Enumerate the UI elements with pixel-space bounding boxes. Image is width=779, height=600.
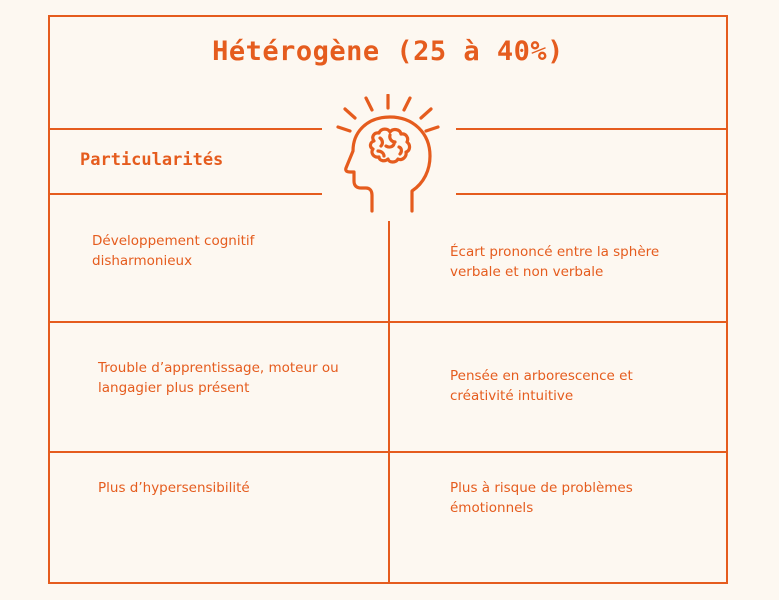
cell-text: Développement cognitif disharmonieux: [92, 233, 255, 269]
divider-subtitle-left: [48, 193, 322, 195]
cell-text: Pensée en arborescence et créativité intuitive: [450, 368, 633, 404]
divider-subtitle-right: [456, 193, 728, 195]
cell-text: Écart prononcé entre la sphère verbale et non verbale: [450, 244, 660, 280]
divider-header-left: [48, 128, 322, 130]
brain-head-icon: [330, 94, 445, 216]
cell-text: Plus d’hypersensibilité: [98, 480, 250, 496]
divider-header-right: [456, 128, 728, 130]
cell-text: Trouble d’apprentissage, moteur ou langagier plus présent: [98, 360, 339, 396]
cell-text: Plus à risque de problèmes émotionnels: [450, 480, 633, 516]
section-subtitle: Particularités: [80, 150, 224, 170]
divider-center: [388, 221, 390, 584]
page-title: Hétérogène (25 à 40%): [212, 36, 564, 67]
